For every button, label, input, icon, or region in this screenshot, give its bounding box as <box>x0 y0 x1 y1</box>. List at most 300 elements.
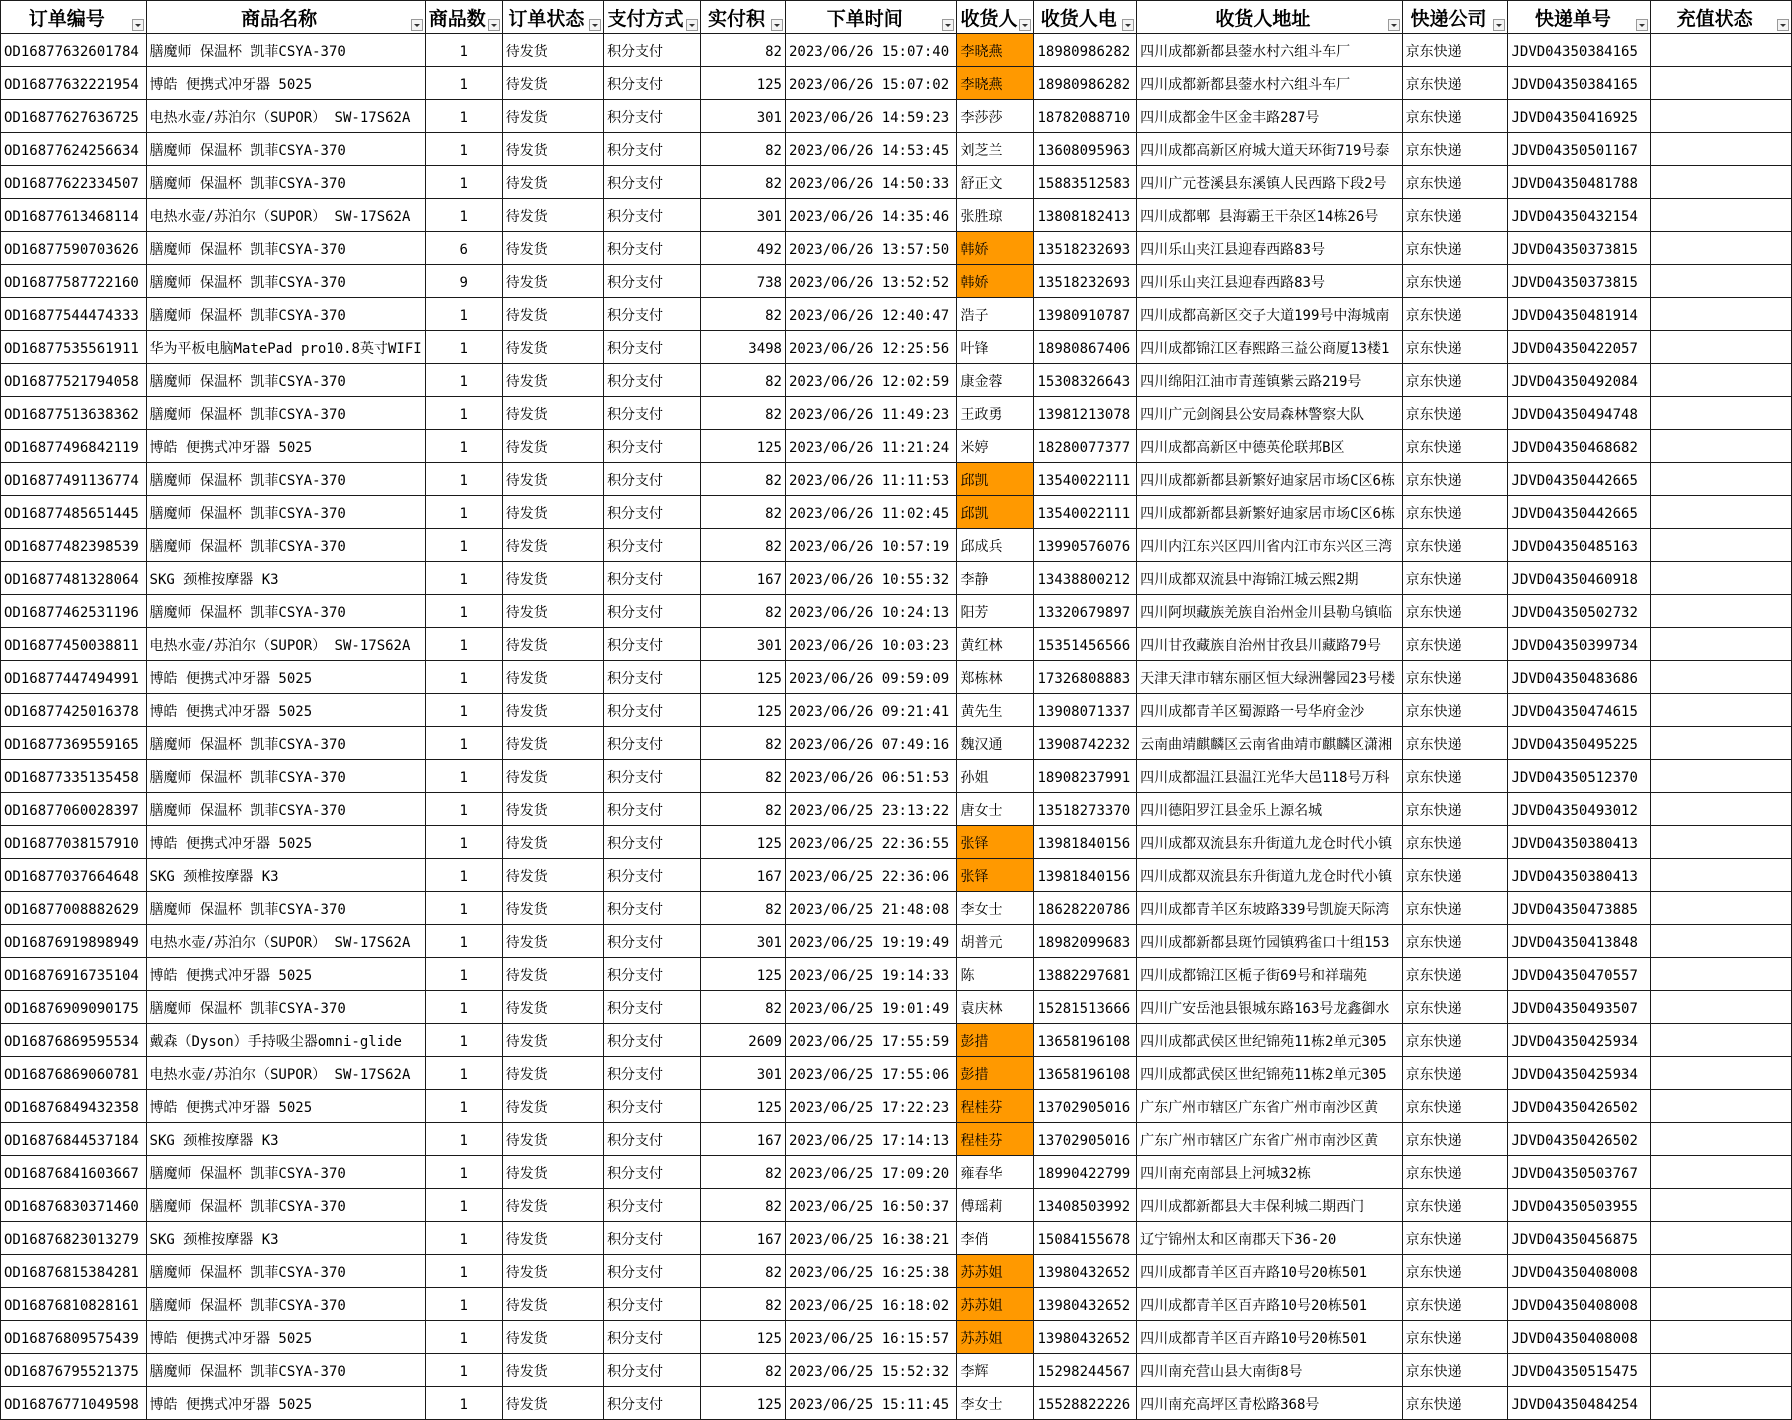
cell-recipient[interactable]: 叶锋 <box>957 331 1034 364</box>
cell-order-time[interactable]: 2023/06/25 19:19:49 <box>785 925 956 958</box>
cell-payment-method[interactable]: 积分支付 <box>604 529 701 562</box>
cell-recipient-address[interactable]: 四川南充营山县大南街8号 <box>1137 1354 1403 1387</box>
cell-recharge-status[interactable] <box>1651 1387 1792 1420</box>
cell-recipient-phone[interactable]: 18980867406 <box>1034 331 1137 364</box>
cell-courier[interactable]: 京东快递 <box>1402 331 1508 364</box>
cell-recipient-phone[interactable]: 13408503992 <box>1034 1189 1137 1222</box>
cell-recipient[interactable]: 李俏 <box>957 1222 1034 1255</box>
cell-recharge-status[interactable] <box>1651 694 1792 727</box>
cell-order-id[interactable]: OD16877544474333 <box>1 298 147 331</box>
cell-points-paid[interactable]: 125 <box>700 67 785 100</box>
cell-quantity[interactable]: 1 <box>425 364 502 397</box>
cell-order-status[interactable]: 待发货 <box>502 628 603 661</box>
cell-courier[interactable]: 京东快递 <box>1402 133 1508 166</box>
cell-recharge-status[interactable] <box>1651 397 1792 430</box>
cell-recipient-phone[interactable]: 13320679897 <box>1034 595 1137 628</box>
cell-points-paid[interactable]: 167 <box>700 859 785 892</box>
cell-product-name[interactable]: SKG 颈椎按摩器 K3 <box>146 1222 425 1255</box>
cell-order-time[interactable]: 2023/06/25 16:18:02 <box>785 1288 956 1321</box>
cell-courier[interactable]: 京东快递 <box>1402 1387 1508 1420</box>
cell-quantity[interactable]: 1 <box>425 892 502 925</box>
cell-payment-method[interactable]: 积分支付 <box>604 595 701 628</box>
cell-recipient[interactable]: 李辉 <box>957 1354 1034 1387</box>
cell-order-id[interactable]: OD16877335135458 <box>1 760 147 793</box>
cell-points-paid[interactable]: 82 <box>700 991 785 1024</box>
cell-order-id[interactable]: OD16877462531196 <box>1 595 147 628</box>
cell-quantity[interactable]: 1 <box>425 1387 502 1420</box>
cell-quantity[interactable]: 1 <box>425 67 502 100</box>
cell-courier[interactable]: 京东快递 <box>1402 1090 1508 1123</box>
cell-recharge-status[interactable] <box>1651 133 1792 166</box>
cell-tracking-number[interactable]: JDVD04350408008 <box>1508 1255 1651 1288</box>
cell-tracking-number[interactable]: JDVD04350485163 <box>1508 529 1651 562</box>
cell-courier[interactable]: 京东快递 <box>1402 1123 1508 1156</box>
filter-dropdown-icon[interactable] <box>411 19 423 31</box>
cell-quantity[interactable]: 1 <box>425 1321 502 1354</box>
cell-order-status[interactable]: 待发货 <box>502 991 603 1024</box>
cell-recipient[interactable]: 张胜琼 <box>957 199 1034 232</box>
cell-recipient-address[interactable]: 四川成都双流县中海锦江城云熙2期 <box>1137 562 1403 595</box>
cell-quantity[interactable]: 1 <box>425 1189 502 1222</box>
cell-recharge-status[interactable] <box>1651 232 1792 265</box>
cell-recipient-address[interactable]: 四川成都武侯区世纪锦苑11栋2单元305 <box>1137 1024 1403 1057</box>
cell-order-time[interactable]: 2023/06/26 13:52:52 <box>785 265 956 298</box>
cell-tracking-number[interactable]: JDVD04350502732 <box>1508 595 1651 628</box>
cell-recipient[interactable]: 张铎 <box>957 859 1034 892</box>
cell-recipient-phone[interactable]: 13540022111 <box>1034 496 1137 529</box>
cell-product-name[interactable]: SKG 颈椎按摩器 K3 <box>146 562 425 595</box>
cell-product-name[interactable]: 博皓 便携式冲牙器 5025 <box>146 1090 425 1123</box>
cell-order-time[interactable]: 2023/06/25 17:14:13 <box>785 1123 956 1156</box>
cell-product-name[interactable]: 膳魔师 保温杯 凯菲CSYA-370 <box>146 793 425 826</box>
filter-dropdown-icon[interactable] <box>1122 19 1134 31</box>
cell-order-id[interactable]: OD16877622334507 <box>1 166 147 199</box>
cell-points-paid[interactable]: 492 <box>700 232 785 265</box>
cell-payment-method[interactable]: 积分支付 <box>604 1288 701 1321</box>
cell-payment-method[interactable]: 积分支付 <box>604 793 701 826</box>
cell-recipient-phone[interactable]: 13990576076 <box>1034 529 1137 562</box>
cell-order-time[interactable]: 2023/06/26 07:49:16 <box>785 727 956 760</box>
cell-payment-method[interactable]: 积分支付 <box>604 430 701 463</box>
cell-order-time[interactable]: 2023/06/26 11:02:45 <box>785 496 956 529</box>
cell-tracking-number[interactable]: JDVD04350384165 <box>1508 34 1651 67</box>
cell-order-time[interactable]: 2023/06/26 10:03:23 <box>785 628 956 661</box>
cell-order-id[interactable]: OD16877627636725 <box>1 100 147 133</box>
cell-quantity[interactable]: 1 <box>425 529 502 562</box>
cell-courier[interactable]: 京东快递 <box>1402 1354 1508 1387</box>
cell-order-time[interactable]: 2023/06/26 11:49:23 <box>785 397 956 430</box>
cell-order-status[interactable]: 待发货 <box>502 1255 603 1288</box>
cell-product-name[interactable]: 膳魔师 保温杯 凯菲CSYA-370 <box>146 1288 425 1321</box>
cell-recipient-address[interactable]: 四川广元苍溪县东溪镇人民西路下段2号 <box>1137 166 1403 199</box>
cell-recharge-status[interactable] <box>1651 628 1792 661</box>
cell-tracking-number[interactable]: JDVD04350426502 <box>1508 1123 1651 1156</box>
cell-recipient[interactable]: 李女士 <box>957 1387 1034 1420</box>
cell-quantity[interactable]: 1 <box>425 1354 502 1387</box>
cell-product-name[interactable]: 戴森（Dyson）手持吸尘器omni-glide <box>146 1024 425 1057</box>
cell-recharge-status[interactable] <box>1651 595 1792 628</box>
cell-product-name[interactable]: 博皓 便携式冲牙器 5025 <box>146 1321 425 1354</box>
cell-order-id[interactable]: OD16877496842119 <box>1 430 147 463</box>
cell-quantity[interactable]: 1 <box>425 1090 502 1123</box>
cell-payment-method[interactable]: 积分支付 <box>604 694 701 727</box>
cell-recharge-status[interactable] <box>1651 298 1792 331</box>
cell-recipient-address[interactable]: 四川成都新都县蓥水村六组斗车厂 <box>1137 67 1403 100</box>
cell-tracking-number[interactable]: JDVD04350481788 <box>1508 166 1651 199</box>
cell-courier[interactable]: 京东快递 <box>1402 265 1508 298</box>
cell-order-status[interactable]: 待发货 <box>502 232 603 265</box>
cell-order-status[interactable]: 待发货 <box>502 694 603 727</box>
cell-tracking-number[interactable]: JDVD04350442665 <box>1508 496 1651 529</box>
cell-product-name[interactable]: 电热水壶/苏泊尔（SUPOR） SW-17S62A <box>146 100 425 133</box>
cell-order-status[interactable]: 待发货 <box>502 1354 603 1387</box>
cell-order-time[interactable]: 2023/06/25 17:55:59 <box>785 1024 956 1057</box>
cell-payment-method[interactable]: 积分支付 <box>604 1387 701 1420</box>
cell-recipient-address[interactable]: 四川成都新都县大丰保利城二期西门 <box>1137 1189 1403 1222</box>
cell-order-id[interactable]: OD16877038157910 <box>1 826 147 859</box>
cell-product-name[interactable]: 电热水壶/苏泊尔（SUPOR） SW-17S62A <box>146 628 425 661</box>
cell-quantity[interactable]: 1 <box>425 694 502 727</box>
cell-courier[interactable]: 京东快递 <box>1402 199 1508 232</box>
cell-recipient-phone[interactable]: 17326808883 <box>1034 661 1137 694</box>
cell-points-paid[interactable]: 82 <box>700 892 785 925</box>
cell-product-name[interactable]: 膳魔师 保温杯 凯菲CSYA-370 <box>146 529 425 562</box>
cell-points-paid[interactable]: 82 <box>700 760 785 793</box>
cell-order-id[interactable]: OD16877060028397 <box>1 793 147 826</box>
cell-recharge-status[interactable] <box>1651 199 1792 232</box>
cell-payment-method[interactable]: 积分支付 <box>604 265 701 298</box>
cell-quantity[interactable]: 1 <box>425 760 502 793</box>
cell-recipient-phone[interactable]: 13658196108 <box>1034 1024 1137 1057</box>
cell-order-time[interactable]: 2023/06/25 19:01:49 <box>785 991 956 1024</box>
cell-product-name[interactable]: 膳魔师 保温杯 凯菲CSYA-370 <box>146 892 425 925</box>
cell-recipient[interactable]: 程桂芬 <box>957 1090 1034 1123</box>
cell-order-id[interactable]: OD16877369559165 <box>1 727 147 760</box>
cell-courier[interactable]: 京东快递 <box>1402 430 1508 463</box>
cell-order-status[interactable]: 待发货 <box>502 562 603 595</box>
cell-order-time[interactable]: 2023/06/26 09:59:09 <box>785 661 956 694</box>
cell-payment-method[interactable]: 积分支付 <box>604 859 701 892</box>
cell-tracking-number[interactable]: JDVD04350494748 <box>1508 397 1651 430</box>
cell-payment-method[interactable]: 积分支付 <box>604 496 701 529</box>
cell-points-paid[interactable]: 125 <box>700 1387 785 1420</box>
cell-tracking-number[interactable]: JDVD04350380413 <box>1508 859 1651 892</box>
cell-recharge-status[interactable] <box>1651 496 1792 529</box>
cell-recipient-phone[interactable]: 13908742232 <box>1034 727 1137 760</box>
cell-recipient[interactable]: 彭措 <box>957 1024 1034 1057</box>
cell-order-time[interactable]: 2023/06/26 10:57:19 <box>785 529 956 562</box>
cell-tracking-number[interactable]: JDVD04350483686 <box>1508 661 1651 694</box>
cell-recipient-address[interactable]: 四川成都新都县蓥水村六组斗车厂 <box>1137 34 1403 67</box>
cell-tracking-number[interactable]: JDVD04350468682 <box>1508 430 1651 463</box>
cell-payment-method[interactable]: 积分支付 <box>604 364 701 397</box>
cell-quantity[interactable]: 1 <box>425 1255 502 1288</box>
cell-recipient[interactable]: 邱凯 <box>957 463 1034 496</box>
cell-product-name[interactable]: 博皓 便携式冲牙器 5025 <box>146 958 425 991</box>
cell-payment-method[interactable]: 积分支付 <box>604 1354 701 1387</box>
cell-recharge-status[interactable] <box>1651 1024 1792 1057</box>
cell-points-paid[interactable]: 82 <box>700 1156 785 1189</box>
cell-order-id[interactable]: OD16877590703626 <box>1 232 147 265</box>
cell-courier[interactable]: 京东快递 <box>1402 496 1508 529</box>
cell-order-status[interactable]: 待发货 <box>502 364 603 397</box>
cell-order-status[interactable]: 待发货 <box>502 298 603 331</box>
filter-dropdown-icon[interactable] <box>1019 19 1031 31</box>
cell-recipient-phone[interactable]: 13658196108 <box>1034 1057 1137 1090</box>
cell-order-time[interactable]: 2023/06/25 16:38:21 <box>785 1222 956 1255</box>
cell-recipient-address[interactable]: 四川成都双流县东升街道九龙仓时代小镇 <box>1137 859 1403 892</box>
cell-order-time[interactable]: 2023/06/26 09:21:41 <box>785 694 956 727</box>
cell-recipient-phone[interactable]: 15883512583 <box>1034 166 1137 199</box>
cell-quantity[interactable]: 9 <box>425 265 502 298</box>
cell-tracking-number[interactable]: JDVD04350380413 <box>1508 826 1651 859</box>
cell-order-time[interactable]: 2023/06/26 12:25:56 <box>785 331 956 364</box>
cell-points-paid[interactable]: 82 <box>700 364 785 397</box>
cell-recipient[interactable]: 魏汉通 <box>957 727 1034 760</box>
cell-courier[interactable]: 京东快递 <box>1402 529 1508 562</box>
cell-product-name[interactable]: 膳魔师 保温杯 凯菲CSYA-370 <box>146 232 425 265</box>
cell-product-name[interactable]: 膳魔师 保温杯 凯菲CSYA-370 <box>146 298 425 331</box>
cell-quantity[interactable]: 1 <box>425 859 502 892</box>
cell-recipient-address[interactable]: 四川成都锦江区栀子街69号和祥瑞苑 <box>1137 958 1403 991</box>
filter-dropdown-icon[interactable] <box>771 19 783 31</box>
cell-payment-method[interactable]: 积分支付 <box>604 727 701 760</box>
cell-tracking-number[interactable]: JDVD04350484254 <box>1508 1387 1651 1420</box>
cell-product-name[interactable]: 膳魔师 保温杯 凯菲CSYA-370 <box>146 34 425 67</box>
cell-payment-method[interactable]: 积分支付 <box>604 661 701 694</box>
cell-order-time[interactable]: 2023/06/25 16:25:38 <box>785 1255 956 1288</box>
cell-product-name[interactable]: 博皓 便携式冲牙器 5025 <box>146 67 425 100</box>
cell-recipient-phone[interactable]: 15308326643 <box>1034 364 1137 397</box>
cell-product-name[interactable]: 膳魔师 保温杯 凯菲CSYA-370 <box>146 463 425 496</box>
cell-recharge-status[interactable] <box>1651 727 1792 760</box>
cell-payment-method[interactable]: 积分支付 <box>604 892 701 925</box>
cell-recharge-status[interactable] <box>1651 892 1792 925</box>
cell-recharge-status[interactable] <box>1651 265 1792 298</box>
cell-courier[interactable]: 京东快递 <box>1402 397 1508 430</box>
cell-points-paid[interactable]: 82 <box>700 133 785 166</box>
cell-recipient-address[interactable]: 四川成都新都县新繁好迪家居市场C区6栋 <box>1137 463 1403 496</box>
cell-order-status[interactable]: 待发货 <box>502 1057 603 1090</box>
cell-quantity[interactable]: 6 <box>425 232 502 265</box>
cell-tracking-number[interactable]: JDVD04350425934 <box>1508 1057 1651 1090</box>
cell-recipient[interactable]: 韩娇 <box>957 265 1034 298</box>
cell-order-status[interactable]: 待发货 <box>502 1189 603 1222</box>
cell-order-status[interactable]: 待发货 <box>502 859 603 892</box>
cell-order-time[interactable]: 2023/06/25 15:11:45 <box>785 1387 956 1420</box>
cell-points-paid[interactable]: 82 <box>700 298 785 331</box>
cell-payment-method[interactable]: 积分支付 <box>604 199 701 232</box>
cell-recipient[interactable]: 袁庆林 <box>957 991 1034 1024</box>
cell-product-name[interactable]: 膳魔师 保温杯 凯菲CSYA-370 <box>146 364 425 397</box>
cell-order-id[interactable]: OD16876771049598 <box>1 1387 147 1420</box>
cell-recipient-phone[interactable]: 13908071337 <box>1034 694 1137 727</box>
cell-product-name[interactable]: 膳魔师 保温杯 凯菲CSYA-370 <box>146 397 425 430</box>
filter-dropdown-icon[interactable] <box>1636 19 1648 31</box>
cell-order-time[interactable]: 2023/06/26 14:50:33 <box>785 166 956 199</box>
cell-tracking-number[interactable]: JDVD04350481914 <box>1508 298 1651 331</box>
cell-order-status[interactable]: 待发货 <box>502 925 603 958</box>
cell-recipient[interactable]: 阳芳 <box>957 595 1034 628</box>
cell-recharge-status[interactable] <box>1651 529 1792 562</box>
cell-recharge-status[interactable] <box>1651 1057 1792 1090</box>
cell-tracking-number[interactable]: JDVD04350399734 <box>1508 628 1651 661</box>
cell-quantity[interactable]: 1 <box>425 1222 502 1255</box>
cell-points-paid[interactable]: 82 <box>700 166 785 199</box>
cell-points-paid[interactable]: 125 <box>700 958 785 991</box>
cell-order-id[interactable]: OD16877037664648 <box>1 859 147 892</box>
cell-product-name[interactable]: 电热水壶/苏泊尔（SUPOR） SW-17S62A <box>146 1057 425 1090</box>
cell-recipient[interactable]: 刘芝兰 <box>957 133 1034 166</box>
cell-payment-method[interactable]: 积分支付 <box>604 1189 701 1222</box>
cell-order-id[interactable]: OD16876869595534 <box>1 1024 147 1057</box>
cell-product-name[interactable]: 膳魔师 保温杯 凯菲CSYA-370 <box>146 1255 425 1288</box>
cell-recipient-address[interactable]: 四川成都双流县东升街道九龙仓时代小镇 <box>1137 826 1403 859</box>
cell-recharge-status[interactable] <box>1651 1354 1792 1387</box>
cell-recharge-status[interactable] <box>1651 166 1792 199</box>
cell-points-paid[interactable]: 82 <box>700 496 785 529</box>
cell-quantity[interactable]: 1 <box>425 595 502 628</box>
cell-product-name[interactable]: 膳魔师 保温杯 凯菲CSYA-370 <box>146 760 425 793</box>
cell-recipient[interactable]: 韩娇 <box>957 232 1034 265</box>
cell-recipient[interactable]: 邱成兵 <box>957 529 1034 562</box>
cell-recharge-status[interactable] <box>1651 1090 1792 1123</box>
cell-order-time[interactable]: 2023/06/26 12:40:47 <box>785 298 956 331</box>
cell-recipient-phone[interactable]: 13981840156 <box>1034 859 1137 892</box>
cell-tracking-number[interactable]: JDVD04350408008 <box>1508 1288 1651 1321</box>
cell-order-status[interactable]: 待发货 <box>502 1123 603 1156</box>
cell-quantity[interactable]: 1 <box>425 463 502 496</box>
cell-points-paid[interactable]: 82 <box>700 529 785 562</box>
filter-dropdown-icon[interactable] <box>132 19 144 31</box>
cell-tracking-number[interactable]: JDVD04350501167 <box>1508 133 1651 166</box>
cell-order-id[interactable]: OD16876849432358 <box>1 1090 147 1123</box>
cell-order-time[interactable]: 2023/06/25 16:15:57 <box>785 1321 956 1354</box>
cell-quantity[interactable]: 1 <box>425 826 502 859</box>
cell-recipient-phone[interactable]: 15281513666 <box>1034 991 1137 1024</box>
cell-courier[interactable]: 京东快递 <box>1402 34 1508 67</box>
cell-recipient-address[interactable]: 四川成都高新区府城大道天环街719号泰 <box>1137 133 1403 166</box>
cell-recipient-phone[interactable]: 13980432652 <box>1034 1255 1137 1288</box>
cell-recipient-phone[interactable]: 13438800212 <box>1034 562 1137 595</box>
cell-recipient[interactable]: 舒正文 <box>957 166 1034 199</box>
cell-recipient[interactable]: 雍春华 <box>957 1156 1034 1189</box>
cell-recipient[interactable]: 黄红林 <box>957 628 1034 661</box>
cell-order-time[interactable]: 2023/06/26 11:21:24 <box>785 430 956 463</box>
cell-recharge-status[interactable] <box>1651 1321 1792 1354</box>
cell-order-time[interactable]: 2023/06/26 11:11:53 <box>785 463 956 496</box>
cell-product-name[interactable]: 电热水壶/苏泊尔（SUPOR） SW-17S62A <box>146 925 425 958</box>
cell-order-status[interactable]: 待发货 <box>502 34 603 67</box>
cell-tracking-number[interactable]: JDVD04350492084 <box>1508 364 1651 397</box>
cell-recharge-status[interactable] <box>1651 1288 1792 1321</box>
cell-order-id[interactable]: OD16877447494991 <box>1 661 147 694</box>
cell-order-id[interactable]: OD16876841603667 <box>1 1156 147 1189</box>
cell-order-id[interactable]: OD16877482398539 <box>1 529 147 562</box>
cell-recharge-status[interactable] <box>1651 100 1792 133</box>
cell-payment-method[interactable]: 积分支付 <box>604 1090 701 1123</box>
cell-recipient-phone[interactable]: 15351456566 <box>1034 628 1137 661</box>
cell-courier[interactable]: 京东快递 <box>1402 760 1508 793</box>
cell-order-id[interactable]: OD16877521794058 <box>1 364 147 397</box>
cell-order-status[interactable]: 待发货 <box>502 727 603 760</box>
cell-order-time[interactable]: 2023/06/25 22:36:55 <box>785 826 956 859</box>
cell-quantity[interactable]: 1 <box>425 628 502 661</box>
cell-order-status[interactable]: 待发货 <box>502 1222 603 1255</box>
cell-recharge-status[interactable] <box>1651 826 1792 859</box>
cell-order-time[interactable]: 2023/06/25 16:50:37 <box>785 1189 956 1222</box>
cell-recharge-status[interactable] <box>1651 67 1792 100</box>
cell-courier[interactable]: 京东快递 <box>1402 1321 1508 1354</box>
cell-recipient-phone[interactable]: 13808182413 <box>1034 199 1137 232</box>
cell-courier[interactable]: 京东快递 <box>1402 67 1508 100</box>
cell-quantity[interactable]: 1 <box>425 1288 502 1321</box>
cell-recipient[interactable]: 李莎莎 <box>957 100 1034 133</box>
cell-recipient-phone[interactable]: 18990422799 <box>1034 1156 1137 1189</box>
cell-order-id[interactable]: OD16877491136774 <box>1 463 147 496</box>
cell-order-id[interactable]: OD16877632601784 <box>1 34 147 67</box>
cell-recipient-phone[interactable]: 13981840156 <box>1034 826 1137 859</box>
cell-order-time[interactable]: 2023/06/26 06:51:53 <box>785 760 956 793</box>
cell-tracking-number[interactable]: JDVD04350373815 <box>1508 265 1651 298</box>
cell-quantity[interactable]: 1 <box>425 166 502 199</box>
cell-recipient-address[interactable]: 四川绵阳江油市青莲镇紫云路219号 <box>1137 364 1403 397</box>
cell-tracking-number[interactable]: JDVD04350422057 <box>1508 331 1651 364</box>
cell-courier[interactable]: 京东快递 <box>1402 562 1508 595</box>
cell-payment-method[interactable]: 积分支付 <box>604 628 701 661</box>
cell-recipient-phone[interactable]: 15084155678 <box>1034 1222 1137 1255</box>
cell-payment-method[interactable]: 积分支付 <box>604 991 701 1024</box>
cell-courier[interactable]: 京东快递 <box>1402 364 1508 397</box>
cell-recipient-address[interactable]: 四川成都郫 县海霸王干杂区14栋26号 <box>1137 199 1403 232</box>
cell-order-id[interactable]: OD16877632221954 <box>1 67 147 100</box>
cell-tracking-number[interactable]: JDVD04350470557 <box>1508 958 1651 991</box>
cell-courier[interactable]: 京东快递 <box>1402 661 1508 694</box>
cell-order-status[interactable]: 待发货 <box>502 1024 603 1057</box>
cell-payment-method[interactable]: 积分支付 <box>604 826 701 859</box>
cell-recipient-address[interactable]: 天津天津市辖东丽区恒大绿洲馨园23号楼 <box>1137 661 1403 694</box>
cell-recipient-address[interactable]: 四川乐山夹江县迎春西路83号 <box>1137 265 1403 298</box>
cell-order-time[interactable]: 2023/06/25 19:14:33 <box>785 958 956 991</box>
cell-recipient-address[interactable]: 广东广州市辖区广东省广州市南沙区黄 <box>1137 1090 1403 1123</box>
cell-courier[interactable]: 京东快递 <box>1402 100 1508 133</box>
cell-recipient-address[interactable]: 四川成都高新区中德英伦联邦B区 <box>1137 430 1403 463</box>
cell-quantity[interactable]: 1 <box>425 133 502 166</box>
cell-recipient-address[interactable]: 四川成都青羊区百卉路10号20栋501 <box>1137 1288 1403 1321</box>
cell-product-name[interactable]: 膳魔师 保温杯 凯菲CSYA-370 <box>146 1156 425 1189</box>
cell-payment-method[interactable]: 积分支付 <box>604 100 701 133</box>
cell-recharge-status[interactable] <box>1651 1255 1792 1288</box>
cell-payment-method[interactable]: 积分支付 <box>604 1156 701 1189</box>
cell-courier[interactable]: 京东快递 <box>1402 793 1508 826</box>
cell-courier[interactable]: 京东快递 <box>1402 694 1508 727</box>
cell-tracking-number[interactable]: JDVD04350512370 <box>1508 760 1651 793</box>
cell-tracking-number[interactable]: JDVD04350408008 <box>1508 1321 1651 1354</box>
cell-recipient-address[interactable]: 四川南充南部县上河城32栋 <box>1137 1156 1403 1189</box>
cell-recipient-address[interactable]: 广东广州市辖区广东省广州市南沙区黄 <box>1137 1123 1403 1156</box>
cell-quantity[interactable]: 1 <box>425 925 502 958</box>
cell-quantity[interactable]: 1 <box>425 1024 502 1057</box>
cell-payment-method[interactable]: 积分支付 <box>604 298 701 331</box>
cell-order-time[interactable]: 2023/06/25 23:13:22 <box>785 793 956 826</box>
cell-recipient[interactable]: 康金蓉 <box>957 364 1034 397</box>
cell-points-paid[interactable]: 125 <box>700 826 785 859</box>
cell-recipient[interactable]: 陈 <box>957 958 1034 991</box>
cell-recipient[interactable]: 王政勇 <box>957 397 1034 430</box>
cell-recipient-phone[interactable]: 18980986282 <box>1034 67 1137 100</box>
cell-recipient-address[interactable]: 四川南充高坪区青松路368号 <box>1137 1387 1403 1420</box>
cell-order-id[interactable]: OD16876916735104 <box>1 958 147 991</box>
